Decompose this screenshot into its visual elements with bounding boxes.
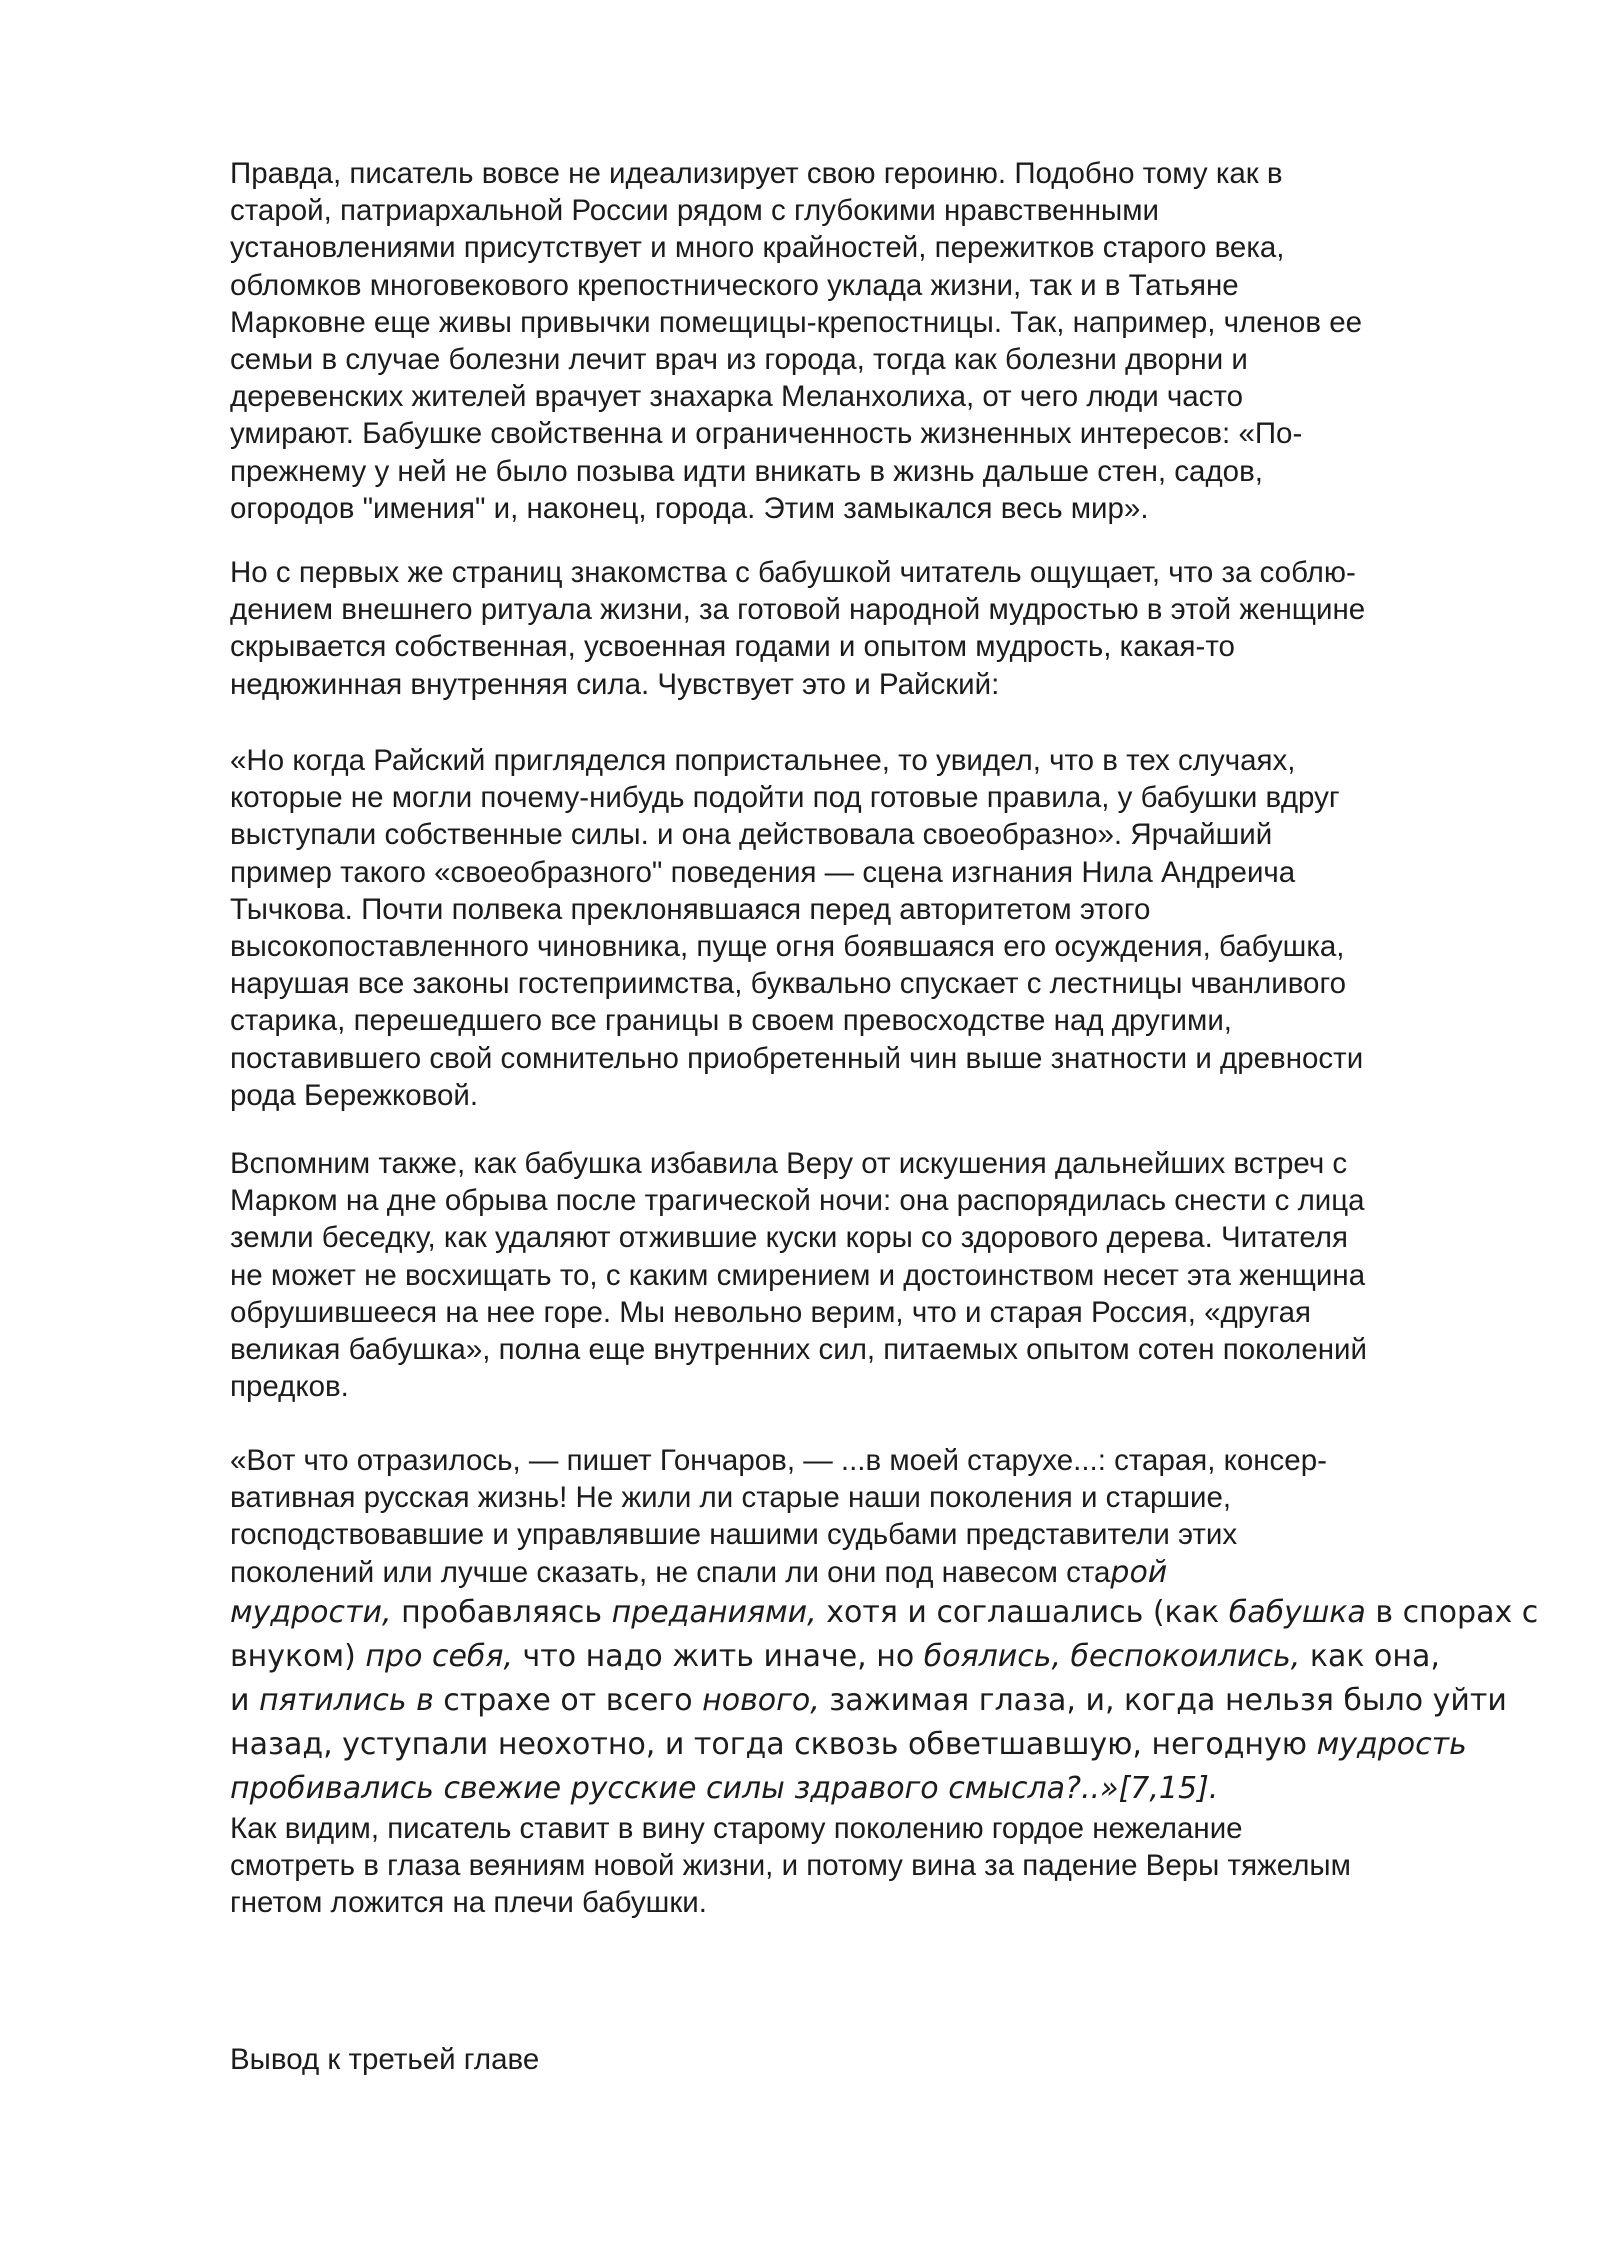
quote-line-2: вативная русская жизнь! Не жили ли старые наши поколения и старшие, — [230, 1481, 1232, 1515]
quote-line-1: «Вот что отразилось, — пишет Гончаров, — ...в моей старухе...: старая, консер- — [230, 1444, 1327, 1477]
quote-text: пробавляясь — [391, 1594, 612, 1630]
quote-text: назад, уступали неохотно, и тогда сквозь обветшавшую, негодную — [230, 1726, 1317, 1762]
paragraph-1: Правда, писатель вовсе не идеализирует свою героиню. Подобно тому как в старой, патриархальной России рядом с глубокими нравственными установлениями присутствует и много крайностей, пережитков старого века, обломков многовекового крепостнического уклада жизни, так и в Татьяне Марковне еще живы привычки помещицы-крепостницы. Так, например, членов ее семьи в случае болезни лечит врач из города, тогда как болезни дворни и деревенских жителей врачует знахарка Меланхолиха, от чего люди часто умирают. Бабушке свойственна и ограниченность жизненных интересов: «По- прежнему у ней не было позыва идти вникать в жизнь дальше стен, садов, огородов "имения" и, наконец, города. Этим замыкался весь мир». — [230, 157, 1363, 525]
paragraph-2: Но с первых же страниц знакомства с бабушкой читатель ощущает, что за соблю- дением внешнего ритуала жизни, за готовой народной мудростью в этой женщине скрывается собственная, усвоенная годами и опытом мудрость, какая-то недюжинная внутренняя сила. Чувствует это и Райский: — [230, 556, 1366, 701]
section-heading: Вывод к третьей главе — [230, 2043, 540, 2076]
quote-text: хотя и соглашались (как — [816, 1594, 1229, 1630]
quote-text: что надо жить иначе, но — [513, 1638, 924, 1674]
quote-line-6 — [230, 1635, 1495, 1679]
quote-italic-text: боялись, беспокоились, — [923, 1638, 1301, 1674]
quote-text: и — [230, 1682, 260, 1718]
quote-text: зажимая глаза, и, когда нельзя было уйти — [819, 1682, 1507, 1718]
quote-italic-text: нового, — [702, 1682, 820, 1718]
quote-text: в спорах с — [1365, 1594, 1539, 1630]
quote-text: внуком) — [230, 1638, 366, 1674]
quote-italic-text: бабушка — [1228, 1594, 1366, 1630]
quote-text: поколений или лучше сказать, не спали ли они под навесом ста — [230, 1555, 1111, 1589]
quote-text: как она, — [1300, 1638, 1440, 1674]
paragraph-3: «Но когда Райский пригляделся попристальнее, то увидел, что в тех случаях, которые не могли почему-нибудь подойти под готовые правила, у бабушки вдруг выступали собственные силы. и она действовала своеобразно». Ярчайший пример такого «своеобразного" поведения — сцена изгнания Нила Андреича Тычкова. Почти полвека преклонявшаяся перед авторитетом этого высокопоставленного чиновника, пуще огня боявшаяся его осуждения, бабушка, нарушая все законы гостеприимства, буквально спускает с лестницы чванливого старика, перешедшего все границы в своем превосходстве над другими, поставившего свой сомнительно приобретенный чин выше знатности и древности рода Бережковой. — [230, 744, 1364, 1112]
quote-paragraph — [230, 1442, 1539, 1811]
quote-text: страхе от всего — [433, 1682, 703, 1718]
paragraph-4: Вспомним также, как бабушка избавила Веру от искушения дальнейших встреч с Марком на дне обрыва после трагической ночи: она распорядилась снести с лица земли беседку, как удаляют отжившие куски коры со здорового дерева. Читателя не может не восхищать то, с каким смирением и достоинством несет эта женщина обрушившееся на нее горе. Мы невольно верим, что и старая Россия, «другая великая бабушка», полна еще внутренних сил, питаемых опытом сотен поколений предков. — [230, 1147, 1367, 1404]
quote-italic-text: мудрости, — [230, 1594, 392, 1630]
quote-italic-text: мудрость — [1316, 1726, 1467, 1762]
quote-italic-text: про себя, — [365, 1638, 513, 1674]
quote-line-9: пробивались свежие русские силы здравого смысла?..»[7,15]. — [230, 1770, 1219, 1806]
quote-line-4 — [230, 1554, 1495, 1591]
quote-line-3: господствовавшие и управлявшие нашими судьбами представители этих — [230, 1518, 1238, 1552]
quote-line-7 — [230, 1679, 1507, 1723]
paragraph-5: Как видим, писатель ставит в вину старому поколению гордое нежелание смотреть в глаза веяниям новой жизни, и потому вина за падение Веры тяжелым гнетом ложится на плечи бабушки. — [230, 1812, 1351, 1920]
quote-italic-text: рой — [1110, 1554, 1168, 1590]
quote-italic-text: преданиями, — [611, 1594, 817, 1630]
quote-line-8 — [230, 1723, 1495, 1767]
quote-italic-text: пятились в — [259, 1682, 434, 1718]
quote-line-5 — [230, 1591, 1539, 1635]
